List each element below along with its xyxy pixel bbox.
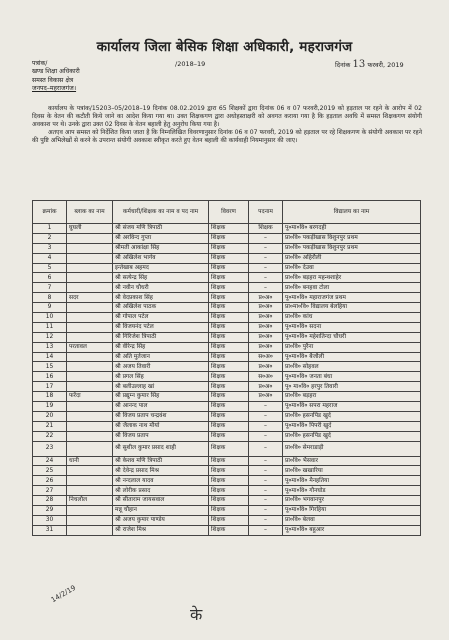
table-row — [33, 496, 421, 506]
cell-school: प्रा०वि० पकड़ीखास विशुनपुर प्रथम — [283, 233, 421, 243]
header-designation: पदनाम — [249, 201, 283, 224]
cell-serial: 30 — [33, 515, 67, 525]
letter-body — [32, 105, 422, 145]
cell-serial: 7 — [33, 283, 67, 293]
cell-school: प्रा०वि० भैसवार — [283, 456, 421, 466]
cell-designation: – — [249, 263, 283, 273]
cell-details: शिक्षक — [209, 392, 249, 402]
cell-school: प्रा०वि० पकड़ीखास विशुनपुर प्रथम — [283, 243, 421, 253]
cell-serial: 28 — [33, 496, 67, 506]
cell-employee: श्री सीताराम जायसवाल — [113, 496, 209, 506]
table-row — [33, 392, 421, 402]
cell-school: पू०मा०वि० सदना — [283, 322, 421, 332]
table-row — [33, 263, 421, 273]
cell-serial: 29 — [33, 506, 67, 516]
cell-block — [67, 352, 113, 362]
cell-serial: 5 — [33, 263, 67, 273]
cell-designation: – — [249, 421, 283, 431]
cell-serial: 13 — [33, 342, 67, 352]
header-employee: कर्मचारी/शिक्षक का नाम व पद नाम — [113, 201, 209, 224]
table-row — [33, 486, 421, 496]
cell-details: शिक्षक — [209, 421, 249, 431]
cell-block — [67, 476, 113, 486]
cell-designation: स०अ० — [249, 372, 283, 382]
table-row — [33, 342, 421, 352]
cell-employee: श्री अरविन्द गुप्ता — [113, 233, 209, 243]
cell-employee: श्री विजयनंद पटेल — [113, 322, 209, 332]
cell-school: पू०मा०वि० मैनहतिया — [283, 476, 421, 486]
table-row — [33, 322, 421, 332]
table-row — [33, 273, 421, 283]
cell-designation: – — [249, 441, 283, 456]
cell-school: पू०मा०वि० महेशतिन्दा चौधरी — [283, 332, 421, 342]
cell-details: शिक्षक — [209, 253, 249, 263]
cell-designation: – — [249, 283, 283, 293]
table-row — [33, 283, 421, 293]
cell-designation: – — [249, 456, 283, 466]
cell-employee: श्री आनन्द पाल — [113, 402, 209, 412]
cell-designation: प्र०अ० — [249, 313, 283, 323]
cell-block — [67, 382, 113, 392]
cell-block: निचलौल — [67, 496, 113, 506]
body-paragraph-2: अतएव आप समस्त को निर्देशित किया जाता है कि निम्नलिखित विवरणानुसार दिनांक 06 व 07 फरवरी, 2019 को हड़ताल पर रहे शिक्षकगण के संयोगी अवकाश पर रहने की पुष्टि अभिलेखों से करने के उपरान्त संयोगी अवकाश स्वीकृत करते हुए वेतन बहाली की कार्यवाही नियमानुसार की जाए। — [32, 129, 422, 145]
cell-school: प्रा०वि० बड़हरा महन्थशाहेर — [283, 273, 421, 283]
cell-details: शिक्षक — [209, 456, 249, 466]
cell-block: सदर — [67, 293, 113, 303]
cell-details: शिक्षक — [209, 525, 249, 535]
cell-employee: श्री विजय प्रताप — [113, 431, 209, 441]
cell-serial: 14 — [33, 352, 67, 362]
cell-employee: श्री बलीउल्लाह खां — [113, 382, 209, 392]
cell-details: शिक्षक — [209, 263, 249, 273]
letter-date — [335, 59, 404, 70]
cell-designation: – — [249, 233, 283, 243]
cell-school: प्रा०वि० भगवानपुर — [283, 496, 421, 506]
cell-block — [67, 411, 113, 421]
cell-details: शिक्षक — [209, 496, 249, 506]
cell-designation: – — [249, 525, 283, 535]
header-block: ब्लाक का नाम — [67, 201, 113, 224]
cell-employee: श्री वीरेन्द्र सिंह — [113, 342, 209, 352]
cell-designation: – — [249, 476, 283, 486]
cell-school: पू०मा०वि० जनता बंधा — [283, 372, 421, 382]
table-row — [33, 313, 421, 323]
cell-employee: श्री गिरिजेश त्रिपाठी — [113, 332, 209, 342]
cell-school: पू०मा०वि० गिरहिया — [283, 506, 421, 516]
cell-designation: प्र०अ० — [249, 342, 283, 352]
cell-school: प्रा०वि० बेलवा — [283, 515, 421, 525]
cell-serial: 11 — [33, 322, 67, 332]
cell-details: शिक्षक — [209, 332, 249, 342]
cell-details: शिक्षक — [209, 233, 249, 243]
cell-details: शिक्षक — [209, 243, 249, 253]
cell-designation: – — [249, 411, 283, 421]
cell-details: शिक्षक — [209, 431, 249, 441]
table-row — [33, 441, 421, 456]
cell-details: शिक्षक — [209, 283, 249, 293]
cell-serial: 23 — [33, 441, 67, 456]
cell-serial: 17 — [33, 382, 67, 392]
table-row — [33, 303, 421, 313]
date-label: दिनांक — [335, 61, 351, 69]
cell-block — [67, 525, 113, 535]
table-row — [33, 456, 421, 466]
cell-school: प्रा०वि० खखारिया — [283, 466, 421, 476]
cell-school: पू०मा०वि० बरगदही — [283, 224, 421, 234]
cell-school: प्रा०मा०वि० विद्यालय बेलहिया — [283, 303, 421, 313]
table-row — [33, 332, 421, 342]
table-row — [33, 476, 421, 486]
cell-details: शिक्षक — [209, 476, 249, 486]
cell-serial: 18 — [33, 392, 67, 402]
cell-school: प्रा०वि० बनहवा टोला — [283, 283, 421, 293]
cell-details: शिक्षक — [209, 313, 249, 323]
body-paragraph-1: कार्यालय के पत्रांक/15203–05/2018–19 दिनांक 08.02.2019 द्वारा 65 शिक्षकों द्वारा दिनांक 06 व 07 फरवरी,2019 को हड़ताल पर रहने के आरोप में 02 दिवस के वेतन की कटौती किये जाने का आदेश किया गया था। उक्त शिक्षकगण द्वारा अधोहस्ताक्षरी को अवगत कराया गया है कि हड़ताल अवधि में समस्त शिक्षकगण संयोगी अवकाश पर थे। उनके द्वारा उक्त 02 दिवस के वेतन बहाली हेतु अनुरोध किया गया है। — [32, 105, 422, 129]
cell-school: पू०मा०वि० महाराजगंज प्रथम — [283, 293, 421, 303]
cell-designation: प्र०अ० — [249, 322, 283, 332]
table-row — [33, 243, 421, 253]
cell-designation: – — [249, 506, 283, 516]
date-day-handwritten: 13 — [352, 59, 366, 70]
cell-serial: 24 — [33, 456, 67, 466]
cell-school: प्रा०वि० सोहवल — [283, 362, 421, 372]
cell-designation: प्र०अ० — [249, 303, 283, 313]
cell-details: शिक्षक — [209, 382, 249, 392]
cell-designation: प्र०अ० — [249, 332, 283, 342]
cell-designation: शिक्षक — [249, 224, 283, 234]
cell-designation: स०अ० — [249, 352, 283, 362]
cell-serial: 3 — [33, 243, 67, 253]
cell-employee: श्री अति मुर्तजान — [113, 352, 209, 362]
cell-details: शिक्षक — [209, 486, 249, 496]
cell-serial: 21 — [33, 421, 67, 431]
table-row — [33, 293, 421, 303]
header-details: विवरण — [209, 201, 249, 224]
recipient-block — [32, 60, 80, 94]
header-serial: क्रमांक — [33, 201, 67, 224]
table-row — [33, 362, 421, 372]
cell-school: पू०मा०वि० बहुआर — [283, 525, 421, 535]
teacher-table — [32, 200, 421, 536]
cell-school: प्रा०वि० देउवा — [283, 263, 421, 273]
cell-block — [67, 253, 113, 263]
cell-employee: श्री संजय मणि त्रिपाठी — [113, 224, 209, 234]
cell-details: शिक्षक — [209, 506, 249, 516]
cell-serial: 27 — [33, 486, 67, 496]
cell-serial: 4 — [33, 253, 67, 263]
cell-designation: – — [249, 486, 283, 496]
table-row — [33, 466, 421, 476]
cell-designation: – — [249, 515, 283, 525]
cell-block — [67, 313, 113, 323]
cell-block: परतावल — [67, 342, 113, 352]
cell-school: पू० मा०वि० हरपुर तिवारी — [283, 382, 421, 392]
cell-employee: श्री वेदप्रकाश सिंह — [113, 293, 209, 303]
cell-employee: श्री गोपाल पटेल — [113, 313, 209, 323]
cell-details: शिक्षक — [209, 441, 249, 456]
cell-employee: इन्तेखाब अहमद — [113, 263, 209, 273]
table-row — [33, 253, 421, 263]
cell-designation: प्र०अ० — [249, 382, 283, 392]
table-row — [33, 525, 421, 535]
cell-employee: श्री अजय कुमार पाण्डेय — [113, 515, 209, 525]
cell-employee: श्री सुशील कुमार प्रसाद शाही — [113, 441, 209, 456]
cell-block — [67, 431, 113, 441]
cell-block: धानी — [67, 456, 113, 466]
cell-designation: प्र०अ० — [249, 293, 283, 303]
patrank-label: पत्रांक/ — [32, 60, 48, 67]
cell-block — [67, 372, 113, 382]
cell-serial: 20 — [33, 411, 67, 421]
cell-employee: श्री अखिलेश पाठक — [113, 303, 209, 313]
table-row — [33, 515, 421, 525]
cell-block — [67, 402, 113, 412]
header-school: विद्यालय का नाम — [283, 201, 421, 224]
cell-designation: – — [249, 431, 283, 441]
cell-block — [67, 421, 113, 431]
cell-designation: – — [249, 466, 283, 476]
table-header-row — [33, 201, 421, 224]
cell-designation: प्र०अ० — [249, 362, 283, 372]
cell-school: प्रा०वि० अहिरौली — [283, 253, 421, 263]
cell-designation: – — [249, 253, 283, 263]
cell-serial: 31 — [33, 525, 67, 535]
cell-block — [67, 362, 113, 372]
cell-block — [67, 303, 113, 313]
cell-employee: श्री नवीन चौधरी — [113, 283, 209, 293]
cell-block — [67, 273, 113, 283]
office-title: कार्यालय जिला बेसिक शिक्षा अधिकारी, महराजगंज — [96, 39, 353, 55]
cell-school: पू०मा०वि० पिपरी खुर्द — [283, 421, 421, 431]
cell-employee: श्री राजेश मिश्र — [113, 525, 209, 535]
table-row — [33, 382, 421, 392]
cell-details: शिक्षक — [209, 303, 249, 313]
cell-employee: श्री जैलाक नाथ मौर्या — [113, 421, 209, 431]
cell-block — [67, 243, 113, 253]
handwritten-initial: के — [190, 605, 203, 624]
cell-school: प्रा०वि० हसनपिंड खुर्द — [283, 411, 421, 421]
cell-block: घुघली — [67, 224, 113, 234]
cell-serial: 10 — [33, 313, 67, 323]
cell-serial: 9 — [33, 303, 67, 313]
cell-designation: – — [249, 402, 283, 412]
cell-employee: श्री नन्दलाल यादव — [113, 476, 209, 486]
cell-school: प्रा०वि० हसनपिंड खुर्द — [283, 431, 421, 441]
cell-details: शिक्षक — [209, 273, 249, 283]
cell-school: प्रा०वि० सेमराडाड़ी — [283, 441, 421, 456]
cell-details: शिक्षक — [209, 322, 249, 332]
table-row — [33, 506, 421, 516]
table-row — [33, 352, 421, 362]
cell-employee: श्री केशव मणि त्रिपाठी — [113, 456, 209, 466]
cell-employee: श्रीमती आकांक्षा सिंह — [113, 243, 209, 253]
cell-designation: – — [249, 496, 283, 506]
cell-serial: 16 — [33, 372, 67, 382]
cell-details: शिक्षक — [209, 342, 249, 352]
cell-employee: श्री अजय तिवारी — [113, 362, 209, 372]
cell-serial: 8 — [33, 293, 67, 303]
recipient-line-2: समस्त विकास क्षेत्र — [32, 76, 74, 84]
cell-school: पू०मा०वि० सपरा महराज — [283, 402, 421, 412]
cell-serial: 26 — [33, 476, 67, 486]
cell-employee: श्री अखिलेश भार्गव — [113, 253, 209, 263]
cell-employee: मन्नू चौहान — [113, 506, 209, 516]
cell-details: शिक्षक — [209, 293, 249, 303]
cell-employee: श्री लोरीक प्रसाद — [113, 486, 209, 496]
cell-serial: 15 — [33, 362, 67, 372]
recipient-line-1: खण्ड शिक्षा अधिकारी — [32, 68, 80, 76]
table-row — [33, 224, 421, 234]
letter-number: /2018–19 — [175, 60, 206, 68]
cell-block — [67, 441, 113, 456]
cell-serial: 2 — [33, 233, 67, 243]
cell-block — [67, 486, 113, 496]
cell-block — [67, 263, 113, 273]
cell-serial: 19 — [33, 402, 67, 412]
cell-details: शिक्षक — [209, 515, 249, 525]
cell-details: शिक्षक — [209, 362, 249, 372]
handwritten-date-stamp: 14/2/19 — [49, 583, 78, 605]
table-row — [33, 233, 421, 243]
cell-designation: – — [249, 243, 283, 253]
cell-block — [67, 233, 113, 243]
cell-block — [67, 506, 113, 516]
cell-serial: 6 — [33, 273, 67, 283]
cell-details: शिक्षक — [209, 411, 249, 421]
recipient-line-3: जनपद–महराजगंज। — [32, 85, 77, 93]
cell-employee: श्री देवेन्द्र प्रसाद मिश्र — [113, 466, 209, 476]
cell-school: प्रा०वि० बड़हरा — [283, 392, 421, 402]
cell-employee: श्री प्रद्युम्न कुमार सिंह — [113, 392, 209, 402]
table-row — [33, 421, 421, 431]
cell-details: शिक्षक — [209, 372, 249, 382]
cell-block — [67, 515, 113, 525]
cell-details: शिक्षक — [209, 352, 249, 362]
cell-block — [67, 322, 113, 332]
cell-employee: श्री प्रगल सिंह — [113, 372, 209, 382]
cell-employee: श्री विजय प्रताप चन्द्रवंश — [113, 411, 209, 421]
cell-block: फरेंदा — [67, 392, 113, 402]
cell-block — [67, 332, 113, 342]
cell-details: शिक्षक — [209, 224, 249, 234]
cell-designation: – — [249, 273, 283, 283]
cell-employee: श्री सत्येन्द्र सिंह — [113, 273, 209, 283]
date-rest: फरवरी, 2019 — [367, 61, 404, 69]
cell-serial: 25 — [33, 466, 67, 476]
cell-school: पू०मा०वि० बैजौली — [283, 352, 421, 362]
cell-school: प्रा०वि० कांध — [283, 313, 421, 323]
table-row — [33, 402, 421, 412]
cell-details: शिक्षक — [209, 466, 249, 476]
cell-serial: 12 — [33, 332, 67, 342]
table-row — [33, 372, 421, 382]
cell-school: पू०मा०वि० गौनघोड — [283, 486, 421, 496]
cell-details: शिक्षक — [209, 402, 249, 412]
cell-block — [67, 283, 113, 293]
cell-designation: प्र०अ० — [249, 392, 283, 402]
cell-serial: 22 — [33, 431, 67, 441]
cell-school: प्रा०वि० पुरैना — [283, 342, 421, 352]
cell-block — [67, 466, 113, 476]
table-row — [33, 431, 421, 441]
cell-serial: 1 — [33, 224, 67, 234]
table-row — [33, 411, 421, 421]
